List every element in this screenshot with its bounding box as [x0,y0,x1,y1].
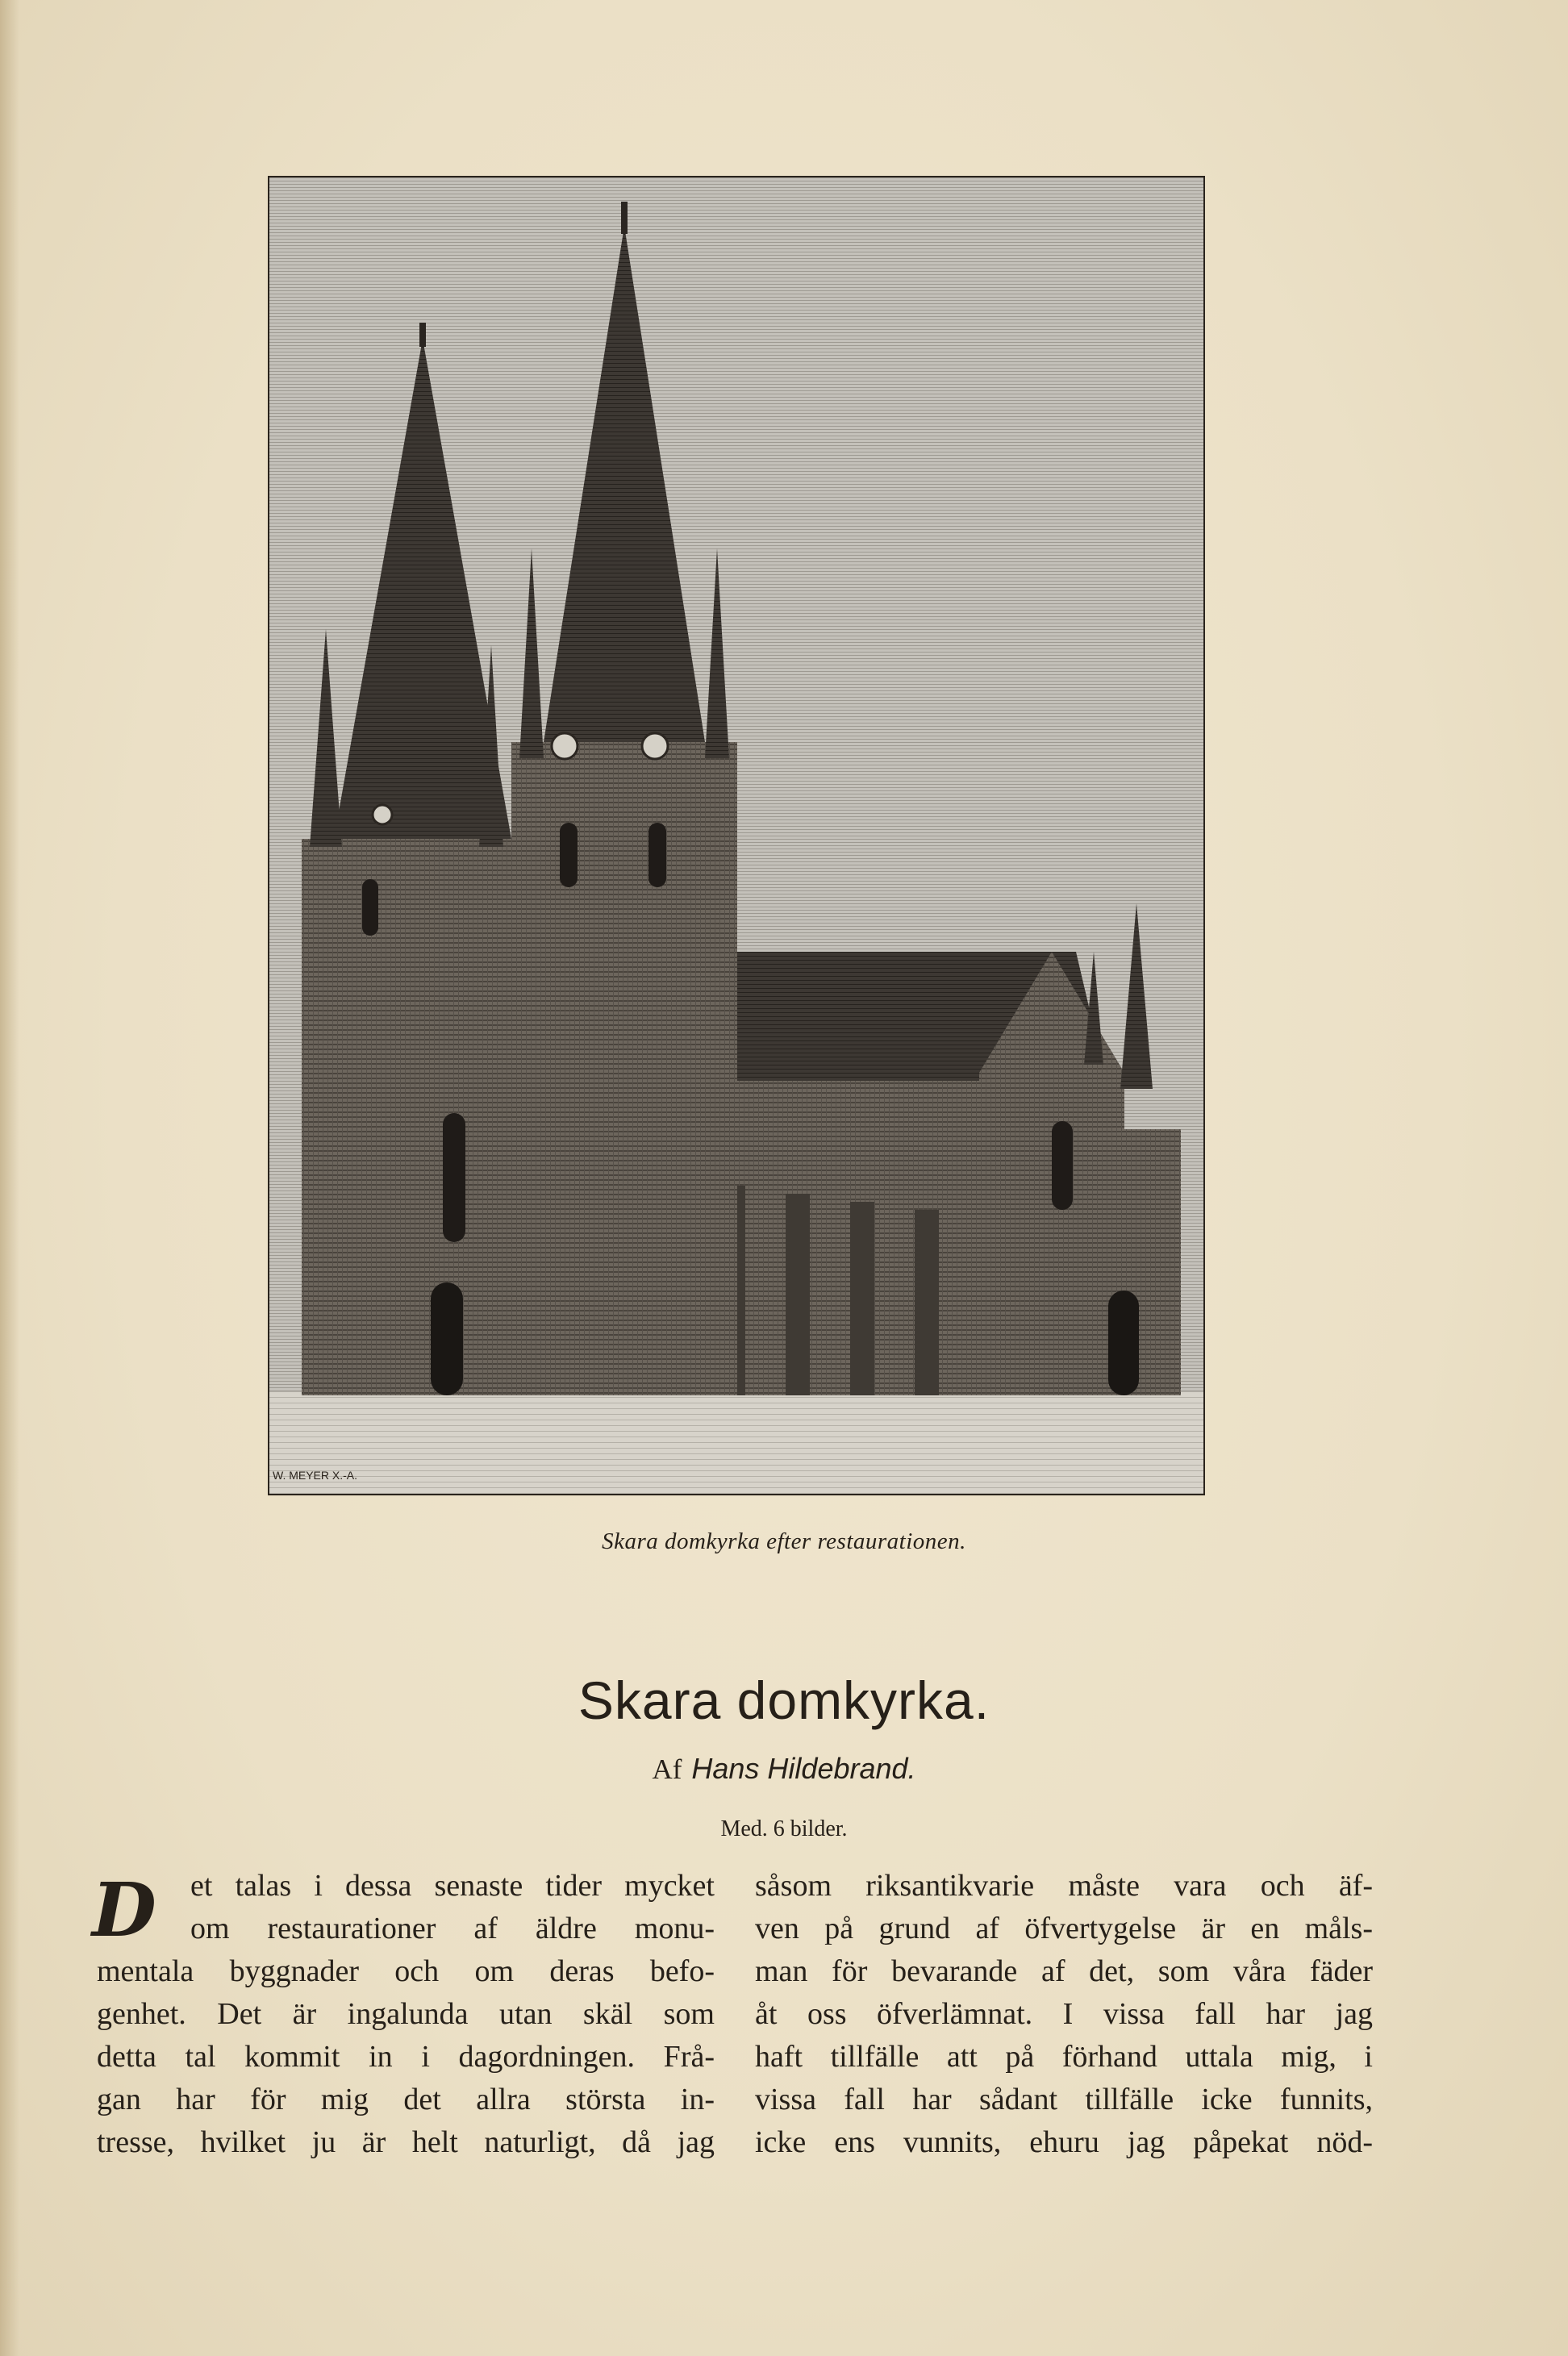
article-title: Skara domkyrka. [578,1670,990,1730]
text-line: gan har för mig det allra största in- [97,2083,715,2116]
cathedral-illustration [268,176,1205,1495]
text-line: genhet. Det är ingalunda utan skäl som [97,1997,715,2031]
page-edge-shadow [0,0,19,2356]
text-line: et talas i dessa senaste tider mycket [190,1869,715,1903]
text-line: tresse, hvilket ju är helt naturligt, då jag [97,2125,715,2159]
figure-caption: Skara domkyrka efter restaurationen. [602,1528,966,1554]
text-line: åt oss öfverlämnat. I vissa fall har jag [755,1997,1373,2031]
text-column-left [92,1865,715,2164]
text-line: detta tal kommit in i dagordningen. Frå- [97,2040,715,2074]
text-column-right [755,1865,1373,2164]
byline [0,1752,1568,1786]
illustration-count: Med. 6 bilder. [720,1816,848,1841]
engraver-signature: W. MEYER X.-A. [273,1469,358,1482]
text-line: såsom riksantikvarie måste vara och äf- [755,1869,1373,1903]
byline-prefix: Af [652,1753,682,1785]
text-line: man för bevarande af det, som våra fäder [755,1954,1373,1988]
text-line: mentala byggnader och om deras befo- [97,1954,715,1988]
text-line: ven på grund af öfvertygelse är en måls- [755,1912,1373,1945]
drop-cap: D [92,1866,156,1954]
text-line: haft tillfälle att på förhand uttala mig, i [755,2040,1373,2074]
text-line: icke ens vunnits, ehuru jag påpekat nöd- [755,2125,1373,2159]
author-name: Hans Hildebrand. [691,1752,916,1785]
text-line: vissa fall har sådant tillfälle icke funnits, [755,2083,1373,2116]
text-line: om restaurationer af äldre monu- [190,1912,715,1945]
